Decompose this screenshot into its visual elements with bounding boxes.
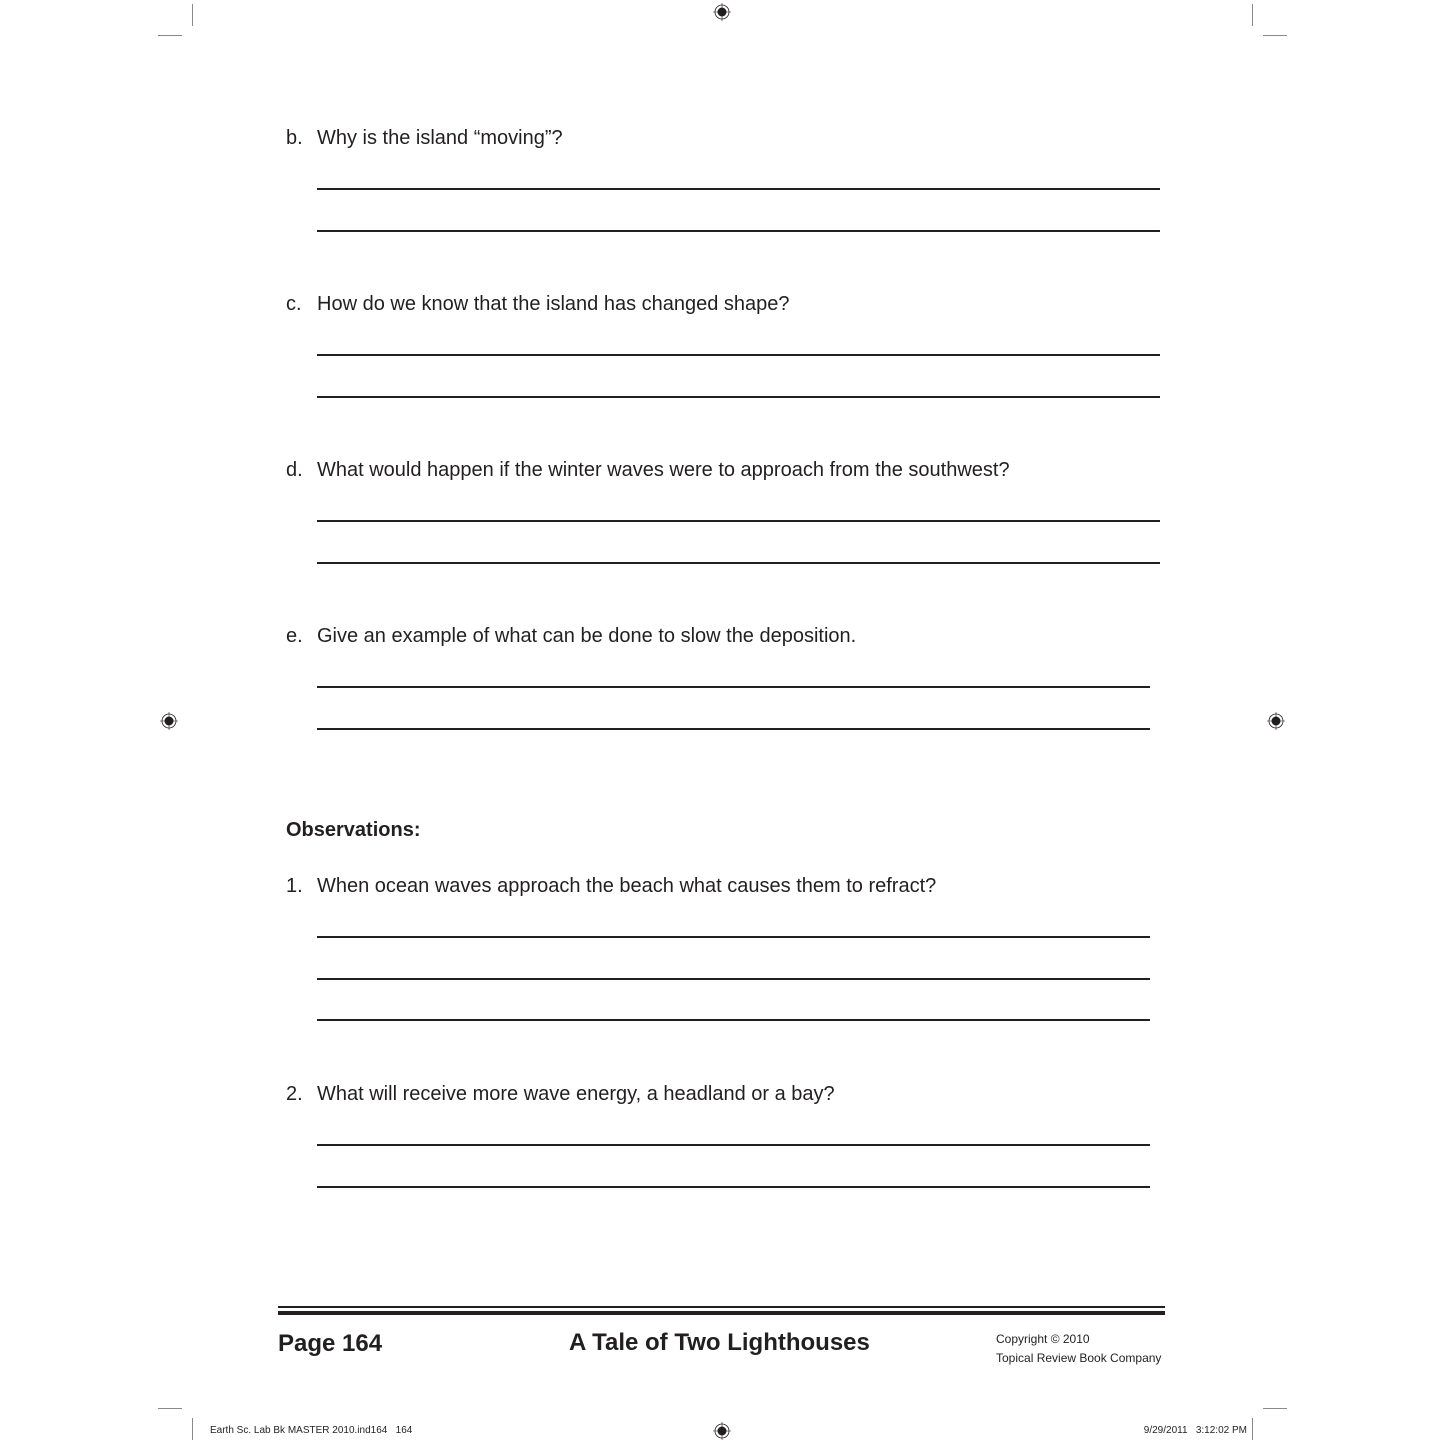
answer-line[interactable] (317, 1186, 1150, 1188)
document-title: A Tale of Two Lighthouses (569, 1329, 870, 1356)
answer-line[interactable] (317, 1019, 1150, 1021)
observation-1 (286, 874, 936, 898)
copyright-notice (996, 1330, 1161, 1368)
question-text: What would happen if the winter waves were to approach from the southwest? (317, 459, 1010, 481)
crop-mark (158, 1408, 182, 1409)
question-e (286, 624, 856, 648)
publisher-line: Topical Review Book Company (996, 1351, 1162, 1365)
observation-2 (286, 1082, 835, 1106)
question-label: b. (286, 127, 303, 149)
registration-mark-icon (1267, 712, 1285, 730)
question-label: c. (286, 293, 302, 315)
footer-divider (278, 1306, 1165, 1308)
answer-line[interactable] (317, 978, 1150, 980)
section-title: Observations: (286, 819, 421, 841)
registration-mark-icon (713, 1422, 731, 1440)
answer-line[interactable] (317, 230, 1160, 232)
answer-line[interactable] (317, 520, 1160, 522)
crop-mark (1252, 4, 1253, 26)
answer-line[interactable] (317, 936, 1150, 938)
registration-mark-icon (713, 3, 731, 21)
crop-mark (1263, 1408, 1287, 1409)
question-label: d. (286, 459, 303, 481)
crop-mark (192, 4, 193, 26)
registration-mark-icon (160, 712, 178, 730)
slug-filename: Earth Sc. Lab Bk MASTER 2010.ind164 164 (210, 1425, 413, 1436)
question-label: 1. (286, 875, 303, 897)
answer-line[interactable] (317, 396, 1160, 398)
slug-timestamp: 9/29/2011 3:12:02 PM (1143, 1425, 1247, 1436)
question-text: Why is the island “moving”? (317, 127, 563, 149)
question-text: Give an example of what can be done to slow the deposition. (317, 625, 857, 647)
footer-divider (278, 1311, 1165, 1315)
answer-line[interactable] (317, 686, 1150, 688)
crop-mark (1263, 35, 1287, 36)
question-text: How do we know that the island has changed shape? (317, 293, 790, 315)
crop-mark (192, 1418, 193, 1440)
answer-line[interactable] (317, 188, 1160, 190)
crop-mark (158, 35, 182, 36)
question-text: What will receive more wave energy, a headland or a bay? (317, 1083, 835, 1105)
answer-line[interactable] (317, 728, 1150, 730)
question-d (286, 458, 1010, 482)
answer-line[interactable] (317, 1144, 1150, 1146)
copyright-line: Copyright © 2010 (996, 1332, 1090, 1346)
answer-line[interactable] (317, 562, 1160, 564)
crop-mark (1252, 1418, 1253, 1440)
question-text: When ocean waves approach the beach what causes them to refract? (317, 875, 937, 897)
question-label: e. (286, 625, 303, 647)
answer-line[interactable] (317, 354, 1160, 356)
question-label: 2. (286, 1083, 303, 1105)
question-b (286, 126, 563, 150)
page-number: Page 164 (278, 1330, 383, 1357)
question-c (286, 292, 790, 316)
